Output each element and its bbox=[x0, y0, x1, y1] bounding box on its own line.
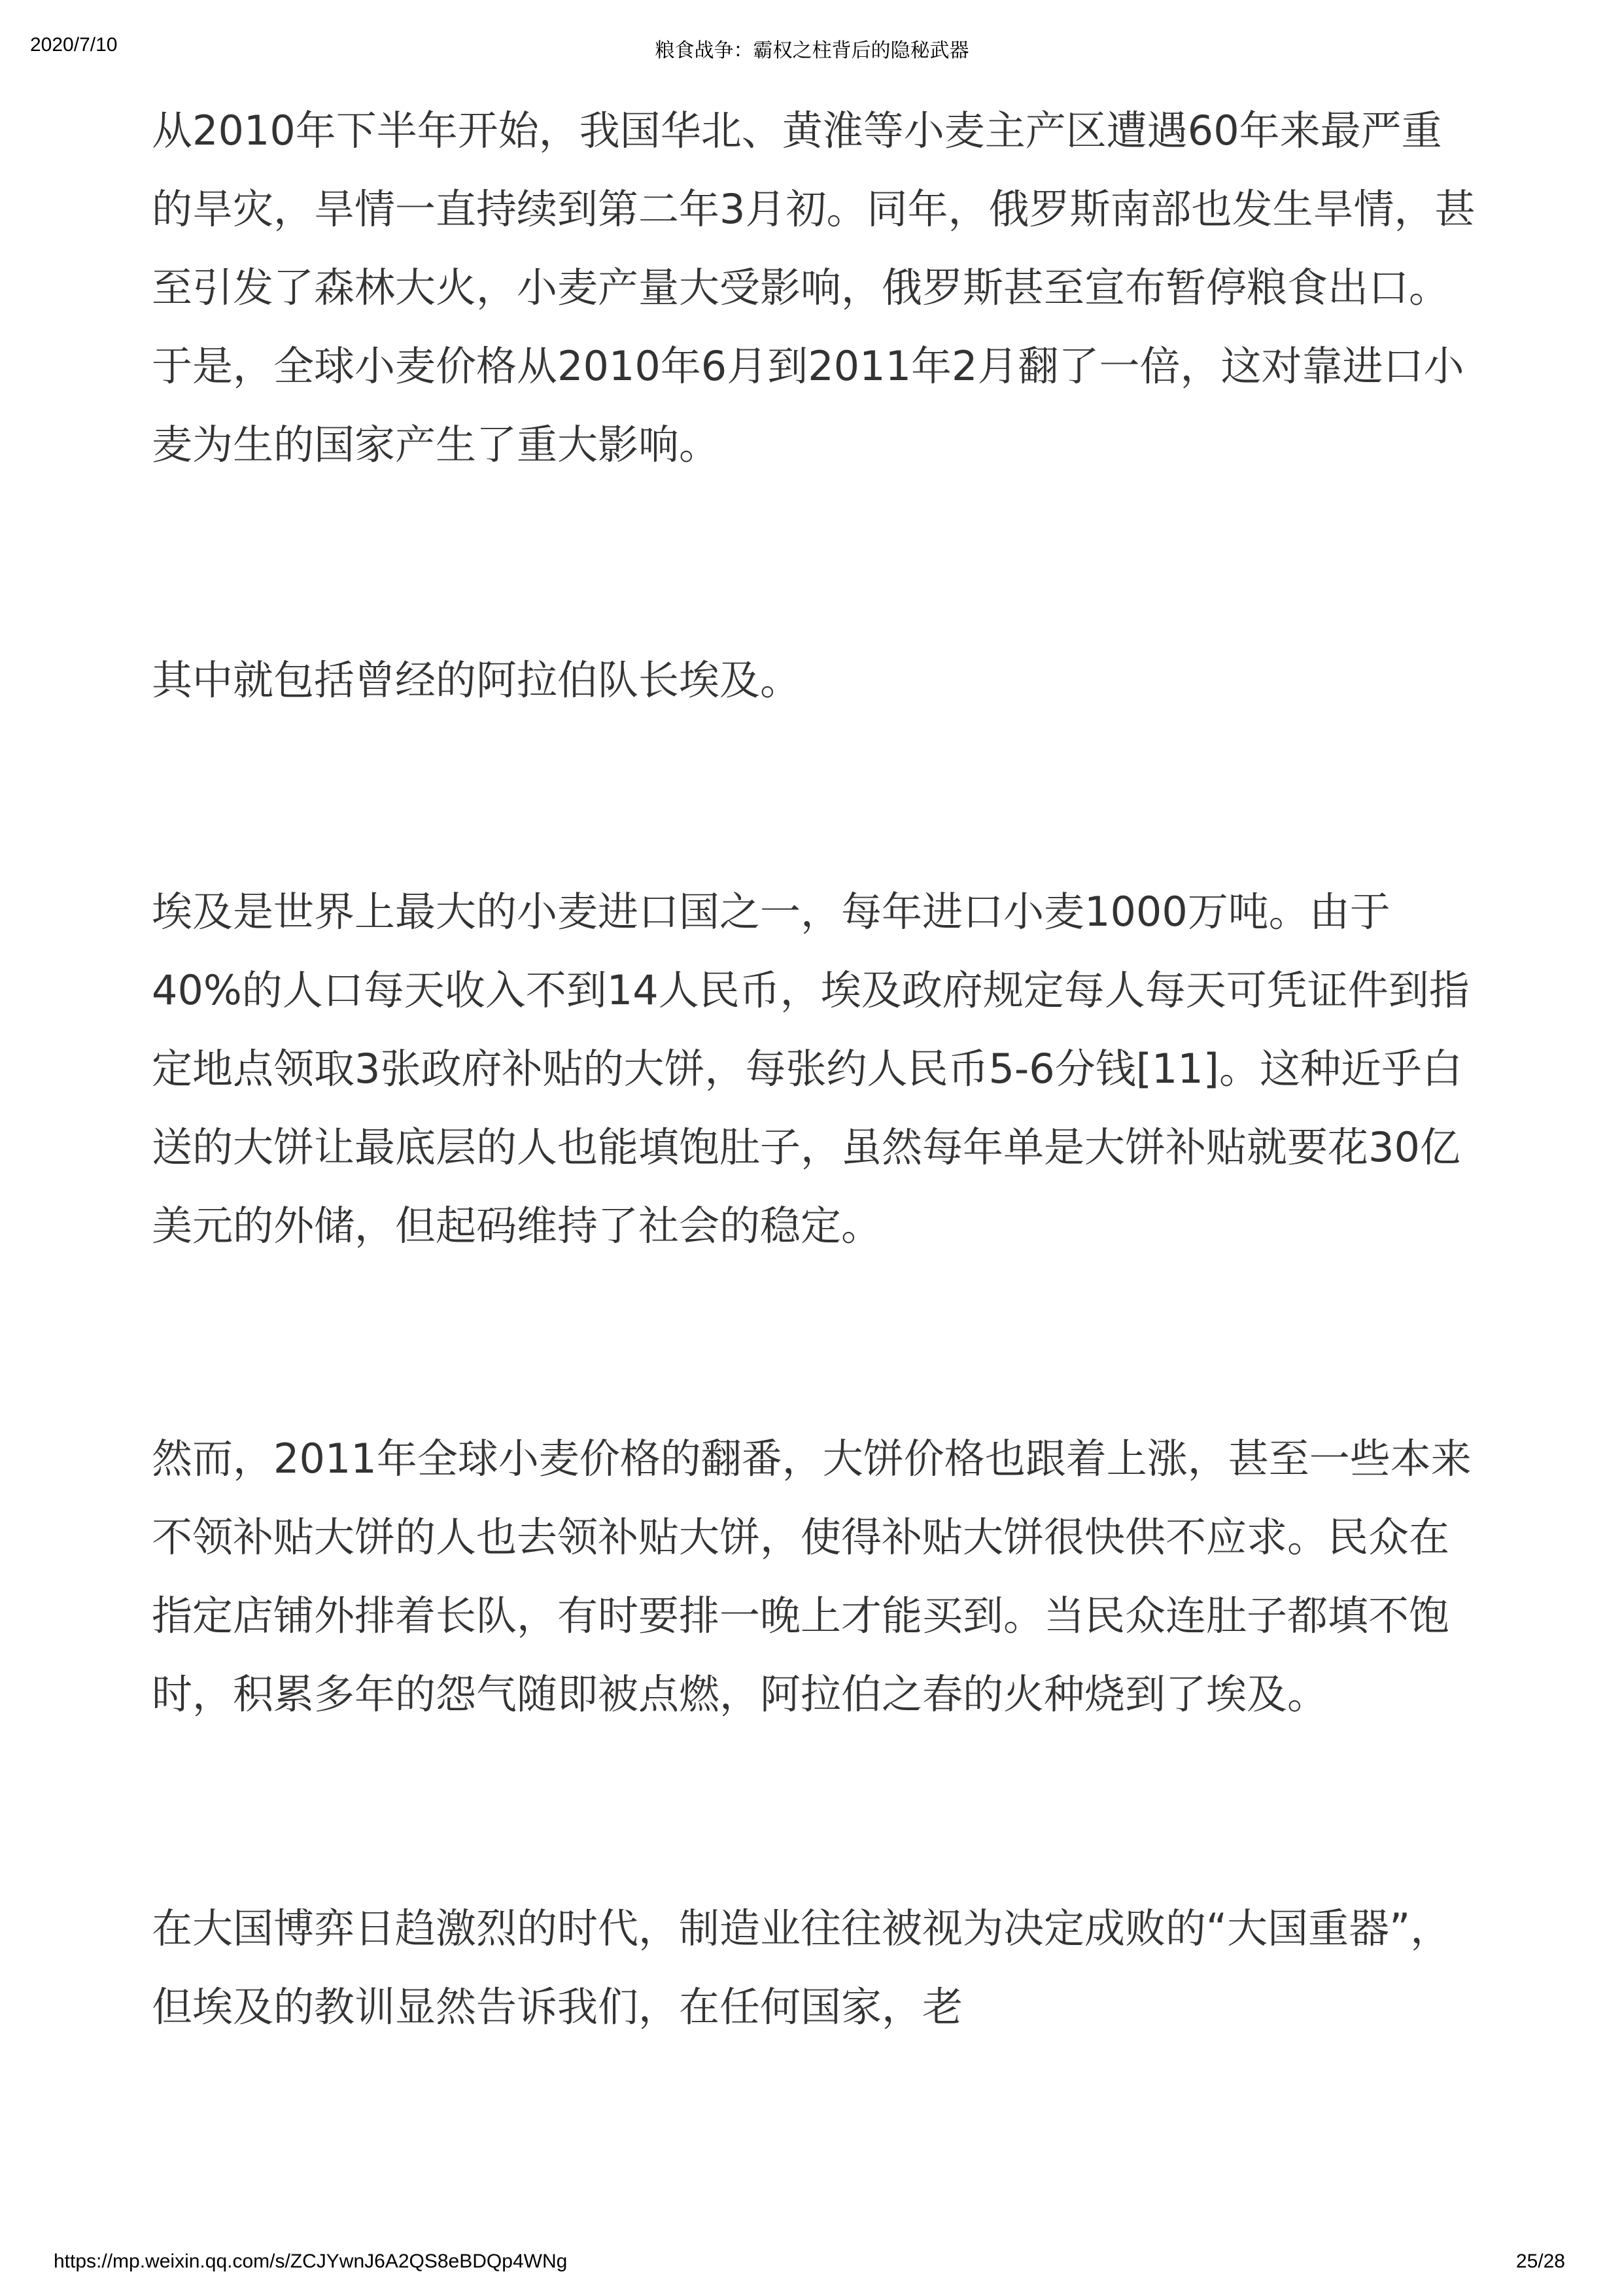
print-footer bbox=[0, 2251, 1624, 2290]
paragraph-egypt-intro: 其中就包括曾经的阿拉伯队长埃及。 bbox=[152, 656, 801, 704]
page-number: 25/28 bbox=[1515, 2251, 1565, 2272]
paragraph-spacer bbox=[152, 720, 1479, 873]
source-url[interactable]: https://mp.weixin.qq.com/s/ZCJYwnJ6A2QS8eBDQp4WNg bbox=[54, 2251, 568, 2272]
paragraph-price-doubling: 然而，2011年全球小麦价格的翻番，大饼价格也跟着上涨，甚至一些本来不领补贴大饼的人也去领补贴大饼，使得补贴大饼很快供不应求。民众在指定店铺外排着长队，有时要排一晚上才能买到。当民众连肚子都填不饱时，积累多年的怨气随即被点燃，阿拉伯之春的火种烧到了埃及。 bbox=[152, 1435, 1472, 1718]
paragraph-great-power: 在大国博弈日趋激烈的时代，制造业往往被视为决定成败的“大国重器”，但埃及的教训显然告诉我们，在任何国家，老 bbox=[152, 1904, 1451, 2031]
print-page-title: 粮食战争：霸权之柱背后的隐秘武器 bbox=[655, 39, 969, 62]
paragraph-egypt-wheat-import: 埃及是世界上最大的小麦进口国之一，每年进口小麦1000万吨。由于40%的人口每天收入不到14人民币，埃及政府规定每人每天可凭证件到指定地点领取3张政府补贴的大饼，每张约人民币5-6分钱[11]。这种近乎白送的大饼让最底层的人也能填饱肚子，虽然每年单是大饼补贴就要花30亿美元的外储，但起码维持了社会的稳定。 bbox=[152, 888, 1470, 1250]
print-date: 2020/7/10 bbox=[30, 34, 118, 56]
paragraph-spacer bbox=[152, 1265, 1479, 1420]
paragraph-spacer bbox=[152, 1734, 1479, 1889]
paragraph-drought: 从2010年下半年开始，我国华北、黄淮等小麦主产区遭遇60年来最严重的旱灾，旱情一直持续到第二年3月初。同年，俄罗斯南部也发生旱情，甚至引发了森林大火，小麦产量大受影响，俄罗斯甚至宣布暂停粮食出口。于是，全球小麦价格从2010年6月到2011年2月翻了一倍，这对靠进口小麦为生的国家产生了重大影响。 bbox=[152, 107, 1476, 468]
article-body bbox=[152, 92, 1479, 2046]
paragraph-spacer bbox=[152, 484, 1479, 641]
print-header bbox=[0, 34, 1624, 73]
